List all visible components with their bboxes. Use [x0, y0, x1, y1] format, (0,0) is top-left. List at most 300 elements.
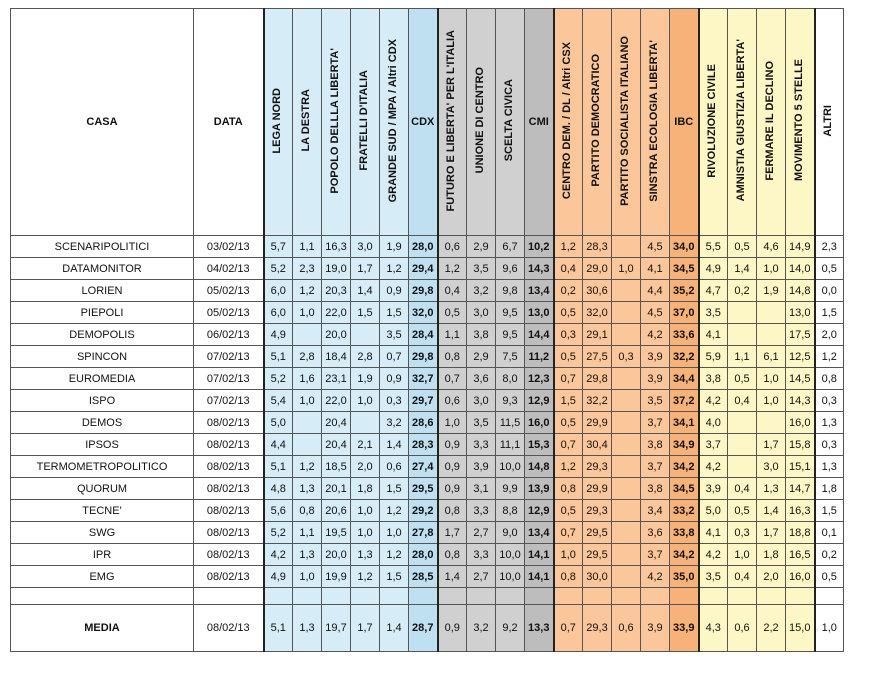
- cell-value: 9,9: [496, 478, 525, 500]
- cell-value: 0,9: [438, 434, 467, 456]
- cell-value: 4,2: [699, 544, 728, 566]
- spacer-cell: [11, 588, 194, 605]
- cell-data: 08/02/13: [194, 522, 264, 544]
- cell-data: 08/02/13: [194, 544, 264, 566]
- cell-value: 34,1: [670, 412, 699, 434]
- cell-value: 1,3: [815, 412, 844, 434]
- cell-value: 3,0: [467, 390, 496, 412]
- cell-value: 1,8: [815, 478, 844, 500]
- spacer-cell: [815, 588, 844, 605]
- cell-value: 0,7: [554, 605, 583, 652]
- cell-data: 08/02/13: [194, 412, 264, 434]
- cell-value: 0,7: [380, 346, 409, 368]
- cell-value: 28,7: [409, 605, 438, 652]
- cell-value: 5,2: [264, 522, 293, 544]
- cell-value: 3,5: [467, 258, 496, 280]
- cell-value: 1,3: [815, 456, 844, 478]
- cell-value: 2,3: [293, 258, 322, 280]
- cell-value: 29,5: [583, 544, 612, 566]
- cell-value: [612, 324, 641, 346]
- header-col-label: CENTRO DEM. / DL / Altri CSX: [561, 41, 574, 200]
- cell-value: 33,2: [670, 500, 699, 522]
- cell-value: 0,5: [554, 500, 583, 522]
- cell-value: 34,2: [670, 544, 699, 566]
- cell-value: 13,9: [525, 478, 554, 500]
- cell-value: 19,0: [322, 258, 351, 280]
- cell-value: 13,0: [525, 302, 554, 324]
- spacer-cell: [351, 588, 380, 605]
- cell-value: 3,2: [380, 412, 409, 434]
- cell-value: 3,8: [641, 434, 670, 456]
- cell-value: 11,1: [496, 434, 525, 456]
- cell-value: 4,9: [264, 324, 293, 346]
- cell-value: 4,2: [699, 456, 728, 478]
- cell-value: 14,8: [786, 280, 815, 302]
- cell-value: 29,8: [583, 368, 612, 390]
- cell-value: 35,0: [670, 566, 699, 588]
- cell-value: 1,0: [380, 522, 409, 544]
- cell-value: [728, 456, 757, 478]
- cell-value: 3,0: [757, 456, 786, 478]
- cell-value: 28,3: [583, 236, 612, 258]
- cell-value: 2,8: [351, 346, 380, 368]
- header-col-7: [467, 9, 496, 236]
- cell-value: 1,9: [351, 368, 380, 390]
- cell-value: 5,1: [264, 346, 293, 368]
- cell-value: 16,3: [322, 236, 351, 258]
- cell-value: 20,1: [322, 478, 351, 500]
- cell-value: 5,6: [264, 500, 293, 522]
- cell-value: 0,2: [554, 280, 583, 302]
- spacer-cell: [380, 588, 409, 605]
- header-data: DATA: [194, 9, 264, 236]
- cell-value: 3,9: [641, 605, 670, 652]
- cell-value: [728, 324, 757, 346]
- cell-value: 9,3: [496, 390, 525, 412]
- header-col-label: FERMARE IL DECLINO: [764, 60, 777, 181]
- cell-value: 1,5: [815, 302, 844, 324]
- cell-value: [612, 544, 641, 566]
- cell-value: 2,7: [467, 566, 496, 588]
- cell-value: 2,2: [757, 605, 786, 652]
- cell-value: 1,0: [438, 412, 467, 434]
- cell-value: 0,5: [728, 500, 757, 522]
- table-row: [11, 566, 844, 588]
- header-col-12: [612, 9, 641, 236]
- cell-value: 4,2: [264, 544, 293, 566]
- cell-value: 12,9: [525, 390, 554, 412]
- cell-value: 16,0: [786, 412, 815, 434]
- cell-value: 0,4: [438, 280, 467, 302]
- cell-value: 9,5: [496, 302, 525, 324]
- cell-value: 2,0: [351, 456, 380, 478]
- spacer-cell: [641, 588, 670, 605]
- cell-value: 29,2: [409, 500, 438, 522]
- cell-value: 27,5: [583, 346, 612, 368]
- cell-value: 13,4: [525, 522, 554, 544]
- header-col-label: ALTRI: [822, 104, 835, 137]
- cell-value: 1,2: [380, 258, 409, 280]
- cell-value: [728, 412, 757, 434]
- cell-value: 4,5: [641, 236, 670, 258]
- cell-value: 2,9: [467, 346, 496, 368]
- cell-value: 34,5: [670, 258, 699, 280]
- header-col-19: [815, 9, 844, 236]
- cell-value: 30,0: [583, 566, 612, 588]
- spacer-cell: [554, 588, 583, 605]
- cell-value: 0,3: [815, 434, 844, 456]
- table-row: [11, 346, 844, 368]
- header-col-5: [409, 9, 438, 236]
- cell-value: 1,0: [757, 368, 786, 390]
- cell-value: 32,2: [670, 346, 699, 368]
- header-col-label: SCELTA CIVICA: [503, 79, 516, 162]
- cell-value: 1,5: [351, 302, 380, 324]
- cell-value: 1,5: [554, 390, 583, 412]
- cell-value: 11,5: [496, 412, 525, 434]
- cell-value: 6,7: [496, 236, 525, 258]
- cell-value: 0,6: [728, 605, 757, 652]
- cell-value: 1,0: [757, 390, 786, 412]
- cell-value: [612, 302, 641, 324]
- cell-value: 34,5: [670, 478, 699, 500]
- cell-value: 0,5: [554, 302, 583, 324]
- cell-value: 20,3: [322, 280, 351, 302]
- spacer-cell: [322, 588, 351, 605]
- cell-value: [612, 522, 641, 544]
- cell-value: 3,7: [641, 544, 670, 566]
- cell-value: [757, 324, 786, 346]
- cell-value: 1,8: [757, 544, 786, 566]
- cell-value: [612, 478, 641, 500]
- cell-value: 9,0: [496, 522, 525, 544]
- cell-value: 20,0: [322, 544, 351, 566]
- cell-value: 0,3: [815, 390, 844, 412]
- cell-value: 18,5: [322, 456, 351, 478]
- header-col-label: IBC: [674, 116, 694, 128]
- cell-value: [293, 412, 322, 434]
- cell-value: 20,4: [322, 434, 351, 456]
- cell-value: 0,3: [728, 522, 757, 544]
- cell-value: 1,2: [380, 500, 409, 522]
- cell-value: 33,9: [670, 605, 699, 652]
- cell-data: 03/02/13: [194, 236, 264, 258]
- header-col-6: [438, 9, 467, 236]
- cell-casa: IPR: [11, 544, 194, 566]
- header-col-label: CMI: [528, 116, 549, 128]
- cell-value: 13,4: [525, 280, 554, 302]
- cell-value: 1,3: [293, 478, 322, 500]
- cell-value: 5,7: [264, 236, 293, 258]
- cell-value: 3,7: [699, 434, 728, 456]
- cell-value: 3,0: [351, 236, 380, 258]
- cell-value: [351, 412, 380, 434]
- cell-value: 1,5: [380, 478, 409, 500]
- cell-value: 1,8: [351, 478, 380, 500]
- cell-value: 4,6: [757, 236, 786, 258]
- cell-value: 19,5: [322, 522, 351, 544]
- cell-value: 32,2: [583, 390, 612, 412]
- cell-value: 3,7: [641, 412, 670, 434]
- spacer-cell: [264, 588, 293, 605]
- cell-value: 28,3: [409, 434, 438, 456]
- cell-value: 3,9: [641, 346, 670, 368]
- cell-value: 14,5: [786, 368, 815, 390]
- cell-value: 37,2: [670, 390, 699, 412]
- cell-value: [612, 236, 641, 258]
- cell-value: 0,7: [554, 522, 583, 544]
- cell-value: 3,5: [699, 566, 728, 588]
- cell-value: 35,2: [670, 280, 699, 302]
- cell-value: [757, 302, 786, 324]
- cell-value: 3,7: [641, 456, 670, 478]
- cell-value: 30,6: [583, 280, 612, 302]
- table-row: [11, 412, 844, 434]
- cell-value: 33,8: [670, 522, 699, 544]
- cell-value: [612, 368, 641, 390]
- cell-value: 4,1: [699, 522, 728, 544]
- cell-value: 2,1: [351, 434, 380, 456]
- cell-value: 8,8: [496, 500, 525, 522]
- header-col-label: CDX: [411, 116, 435, 128]
- cell-casa: DEMOS: [11, 412, 194, 434]
- cell-value: 0,9: [438, 456, 467, 478]
- header-col-0: [264, 9, 293, 236]
- cell-value: 4,9: [699, 258, 728, 280]
- cell-value: [728, 434, 757, 456]
- cell-value: 3,5: [699, 302, 728, 324]
- cell-value: 0,6: [612, 605, 641, 652]
- header-col-15: [699, 9, 728, 236]
- spacer-row: [11, 588, 844, 605]
- cell-value: 1,2: [438, 258, 467, 280]
- cell-value: 28,0: [409, 544, 438, 566]
- cell-casa: IPSOS: [11, 434, 194, 456]
- cell-value: 14,1: [525, 566, 554, 588]
- cell-value: 5,4: [264, 390, 293, 412]
- cell-value: 1,0: [728, 544, 757, 566]
- cell-value: 3,9: [641, 368, 670, 390]
- header-col-18: [786, 9, 815, 236]
- cell-value: 6,1: [757, 346, 786, 368]
- header-row: [11, 9, 844, 236]
- cell-value: 29,8: [409, 280, 438, 302]
- cell-value: 32,0: [583, 302, 612, 324]
- cell-value: 2,0: [757, 566, 786, 588]
- header-col-label: AMNISTIA GIUSTIZIA LIBERTA': [735, 39, 748, 202]
- cell-value: 29,3: [583, 456, 612, 478]
- cell-value: 34,9: [670, 434, 699, 456]
- header-col-17: [757, 9, 786, 236]
- spacer-cell: [467, 588, 496, 605]
- cell-value: 11,2: [525, 346, 554, 368]
- cell-value: [757, 412, 786, 434]
- table-row: [11, 478, 844, 500]
- spacer-cell: [496, 588, 525, 605]
- cell-value: 1,7: [438, 522, 467, 544]
- cell-value: 18,8: [786, 522, 815, 544]
- table-row: [11, 302, 844, 324]
- cell-value: 3,9: [467, 456, 496, 478]
- cell-value: [728, 302, 757, 324]
- cell-value: 14,8: [525, 456, 554, 478]
- cell-value: 5,0: [699, 500, 728, 522]
- cell-value: 4,2: [641, 566, 670, 588]
- spacer-cell: [728, 588, 757, 605]
- cell-value: 1,6: [293, 368, 322, 390]
- cell-value: 2,3: [815, 236, 844, 258]
- cell-value: 0,9: [438, 605, 467, 652]
- cell-value: 1,3: [351, 544, 380, 566]
- cell-value: [351, 324, 380, 346]
- cell-data: 08/02/13: [194, 478, 264, 500]
- cell-value: 3,3: [467, 544, 496, 566]
- cell-value: 2,8: [293, 346, 322, 368]
- table-row: [11, 236, 844, 258]
- cell-value: 2,7: [467, 522, 496, 544]
- cell-data: 07/02/13: [194, 390, 264, 412]
- cell-value: 30,4: [583, 434, 612, 456]
- header-col-label: PARTITO SOCIALISTA ITALIANO: [619, 35, 632, 206]
- header-col-label: LEGA NORD: [271, 87, 284, 154]
- cell-value: 28,0: [409, 236, 438, 258]
- cell-value: [612, 390, 641, 412]
- cell-value: 5,1: [264, 605, 293, 652]
- cell-value: 4,3: [699, 605, 728, 652]
- cell-casa: MEDIA: [11, 605, 194, 652]
- cell-value: 0,9: [380, 368, 409, 390]
- cell-value: 3,4: [641, 500, 670, 522]
- cell-value: 29,7: [409, 390, 438, 412]
- cell-value: 5,9: [699, 346, 728, 368]
- cell-value: 23,1: [322, 368, 351, 390]
- cell-value: 13,3: [525, 605, 554, 652]
- cell-value: 1,0: [293, 302, 322, 324]
- cell-value: 0,1: [815, 522, 844, 544]
- cell-value: 28,6: [409, 412, 438, 434]
- cell-value: 4,9: [264, 566, 293, 588]
- cell-value: 1,2: [293, 280, 322, 302]
- cell-value: 0,8: [438, 346, 467, 368]
- cell-value: 1,0: [293, 566, 322, 588]
- cell-casa: PIEPOLI: [11, 302, 194, 324]
- polls-table: [10, 8, 844, 652]
- cell-value: 1,4: [438, 566, 467, 588]
- cell-value: 1,2: [293, 456, 322, 478]
- header-col-label: RIVOLUZIONE CIVILE: [706, 63, 719, 178]
- cell-value: 4,1: [699, 324, 728, 346]
- cell-value: 15,8: [786, 434, 815, 456]
- cell-value: 4,2: [641, 324, 670, 346]
- table-row: [11, 456, 844, 478]
- cell-value: 14,0: [786, 258, 815, 280]
- cell-value: 3,2: [467, 280, 496, 302]
- cell-value: 27,8: [409, 522, 438, 544]
- cell-value: 3,2: [467, 605, 496, 652]
- cell-data: 05/02/13: [194, 280, 264, 302]
- cell-value: 32,7: [409, 368, 438, 390]
- cell-value: 1,1: [293, 236, 322, 258]
- cell-value: 5,2: [264, 368, 293, 390]
- header-col-label: UNIONE DI CENTRO: [474, 67, 487, 174]
- cell-value: 0,8: [293, 500, 322, 522]
- header-col-label: FUTURO E LIBERTA' PER L'ITALIA: [445, 29, 458, 212]
- spacer-cell: [525, 588, 554, 605]
- cell-value: 2,9: [467, 236, 496, 258]
- cell-value: 1,2: [351, 566, 380, 588]
- table-row: [11, 544, 844, 566]
- cell-value: 29,4: [409, 258, 438, 280]
- cell-value: 0,5: [554, 346, 583, 368]
- cell-value: 1,4: [380, 434, 409, 456]
- cell-value: 0,6: [380, 456, 409, 478]
- cell-value: 3,5: [467, 412, 496, 434]
- cell-value: 16,0: [786, 566, 815, 588]
- cell-data: 08/02/13: [194, 566, 264, 588]
- cell-value: 0,5: [438, 302, 467, 324]
- cell-value: 1,1: [728, 346, 757, 368]
- cell-value: 29,5: [583, 522, 612, 544]
- cell-value: 3,3: [467, 500, 496, 522]
- cell-value: 9,5: [496, 324, 525, 346]
- cell-value: [612, 500, 641, 522]
- cell-value: 1,4: [757, 500, 786, 522]
- cell-value: 9,8: [496, 280, 525, 302]
- cell-data: 07/02/13: [194, 346, 264, 368]
- cell-value: 28,5: [409, 566, 438, 588]
- cell-value: 1,0: [554, 544, 583, 566]
- cell-value: 1,5: [815, 500, 844, 522]
- cell-value: 3,6: [641, 522, 670, 544]
- cell-value: 4,4: [641, 280, 670, 302]
- cell-value: 0,2: [815, 544, 844, 566]
- cell-value: 0,7: [554, 368, 583, 390]
- cell-value: 8,0: [496, 368, 525, 390]
- cell-value: 34,4: [670, 368, 699, 390]
- cell-casa: DATAMONITOR: [11, 258, 194, 280]
- cell-value: [293, 434, 322, 456]
- table-row: [11, 280, 844, 302]
- cell-value: 1,3: [757, 478, 786, 500]
- cell-value: 1,7: [757, 434, 786, 456]
- cell-value: 1,4: [728, 258, 757, 280]
- spacer-cell: [293, 588, 322, 605]
- cell-value: 14,7: [786, 478, 815, 500]
- cell-value: 1,0: [757, 258, 786, 280]
- cell-casa: SPINCON: [11, 346, 194, 368]
- header-col-label: GRANDE SUD / MPA / Altri CDX: [387, 38, 400, 203]
- table-row: [11, 434, 844, 456]
- cell-value: 12,5: [786, 346, 815, 368]
- cell-value: 0,9: [438, 478, 467, 500]
- cell-data: 08/02/13: [194, 456, 264, 478]
- cell-value: 10,0: [496, 566, 525, 588]
- cell-value: 1,3: [293, 605, 322, 652]
- cell-value: 22,0: [322, 390, 351, 412]
- header-col-8: [496, 9, 525, 236]
- cell-value: 19,7: [322, 605, 351, 652]
- cell-value: 1,7: [351, 258, 380, 280]
- cell-casa: EMG: [11, 566, 194, 588]
- cell-value: 0,3: [380, 390, 409, 412]
- cell-value: 5,0: [264, 412, 293, 434]
- header-col-14: [670, 9, 699, 236]
- cell-value: 0,5: [815, 566, 844, 588]
- cell-value: 19,9: [322, 566, 351, 588]
- header-col-16: [728, 9, 757, 236]
- cell-value: 0,3: [612, 346, 641, 368]
- cell-value: 29,1: [583, 324, 612, 346]
